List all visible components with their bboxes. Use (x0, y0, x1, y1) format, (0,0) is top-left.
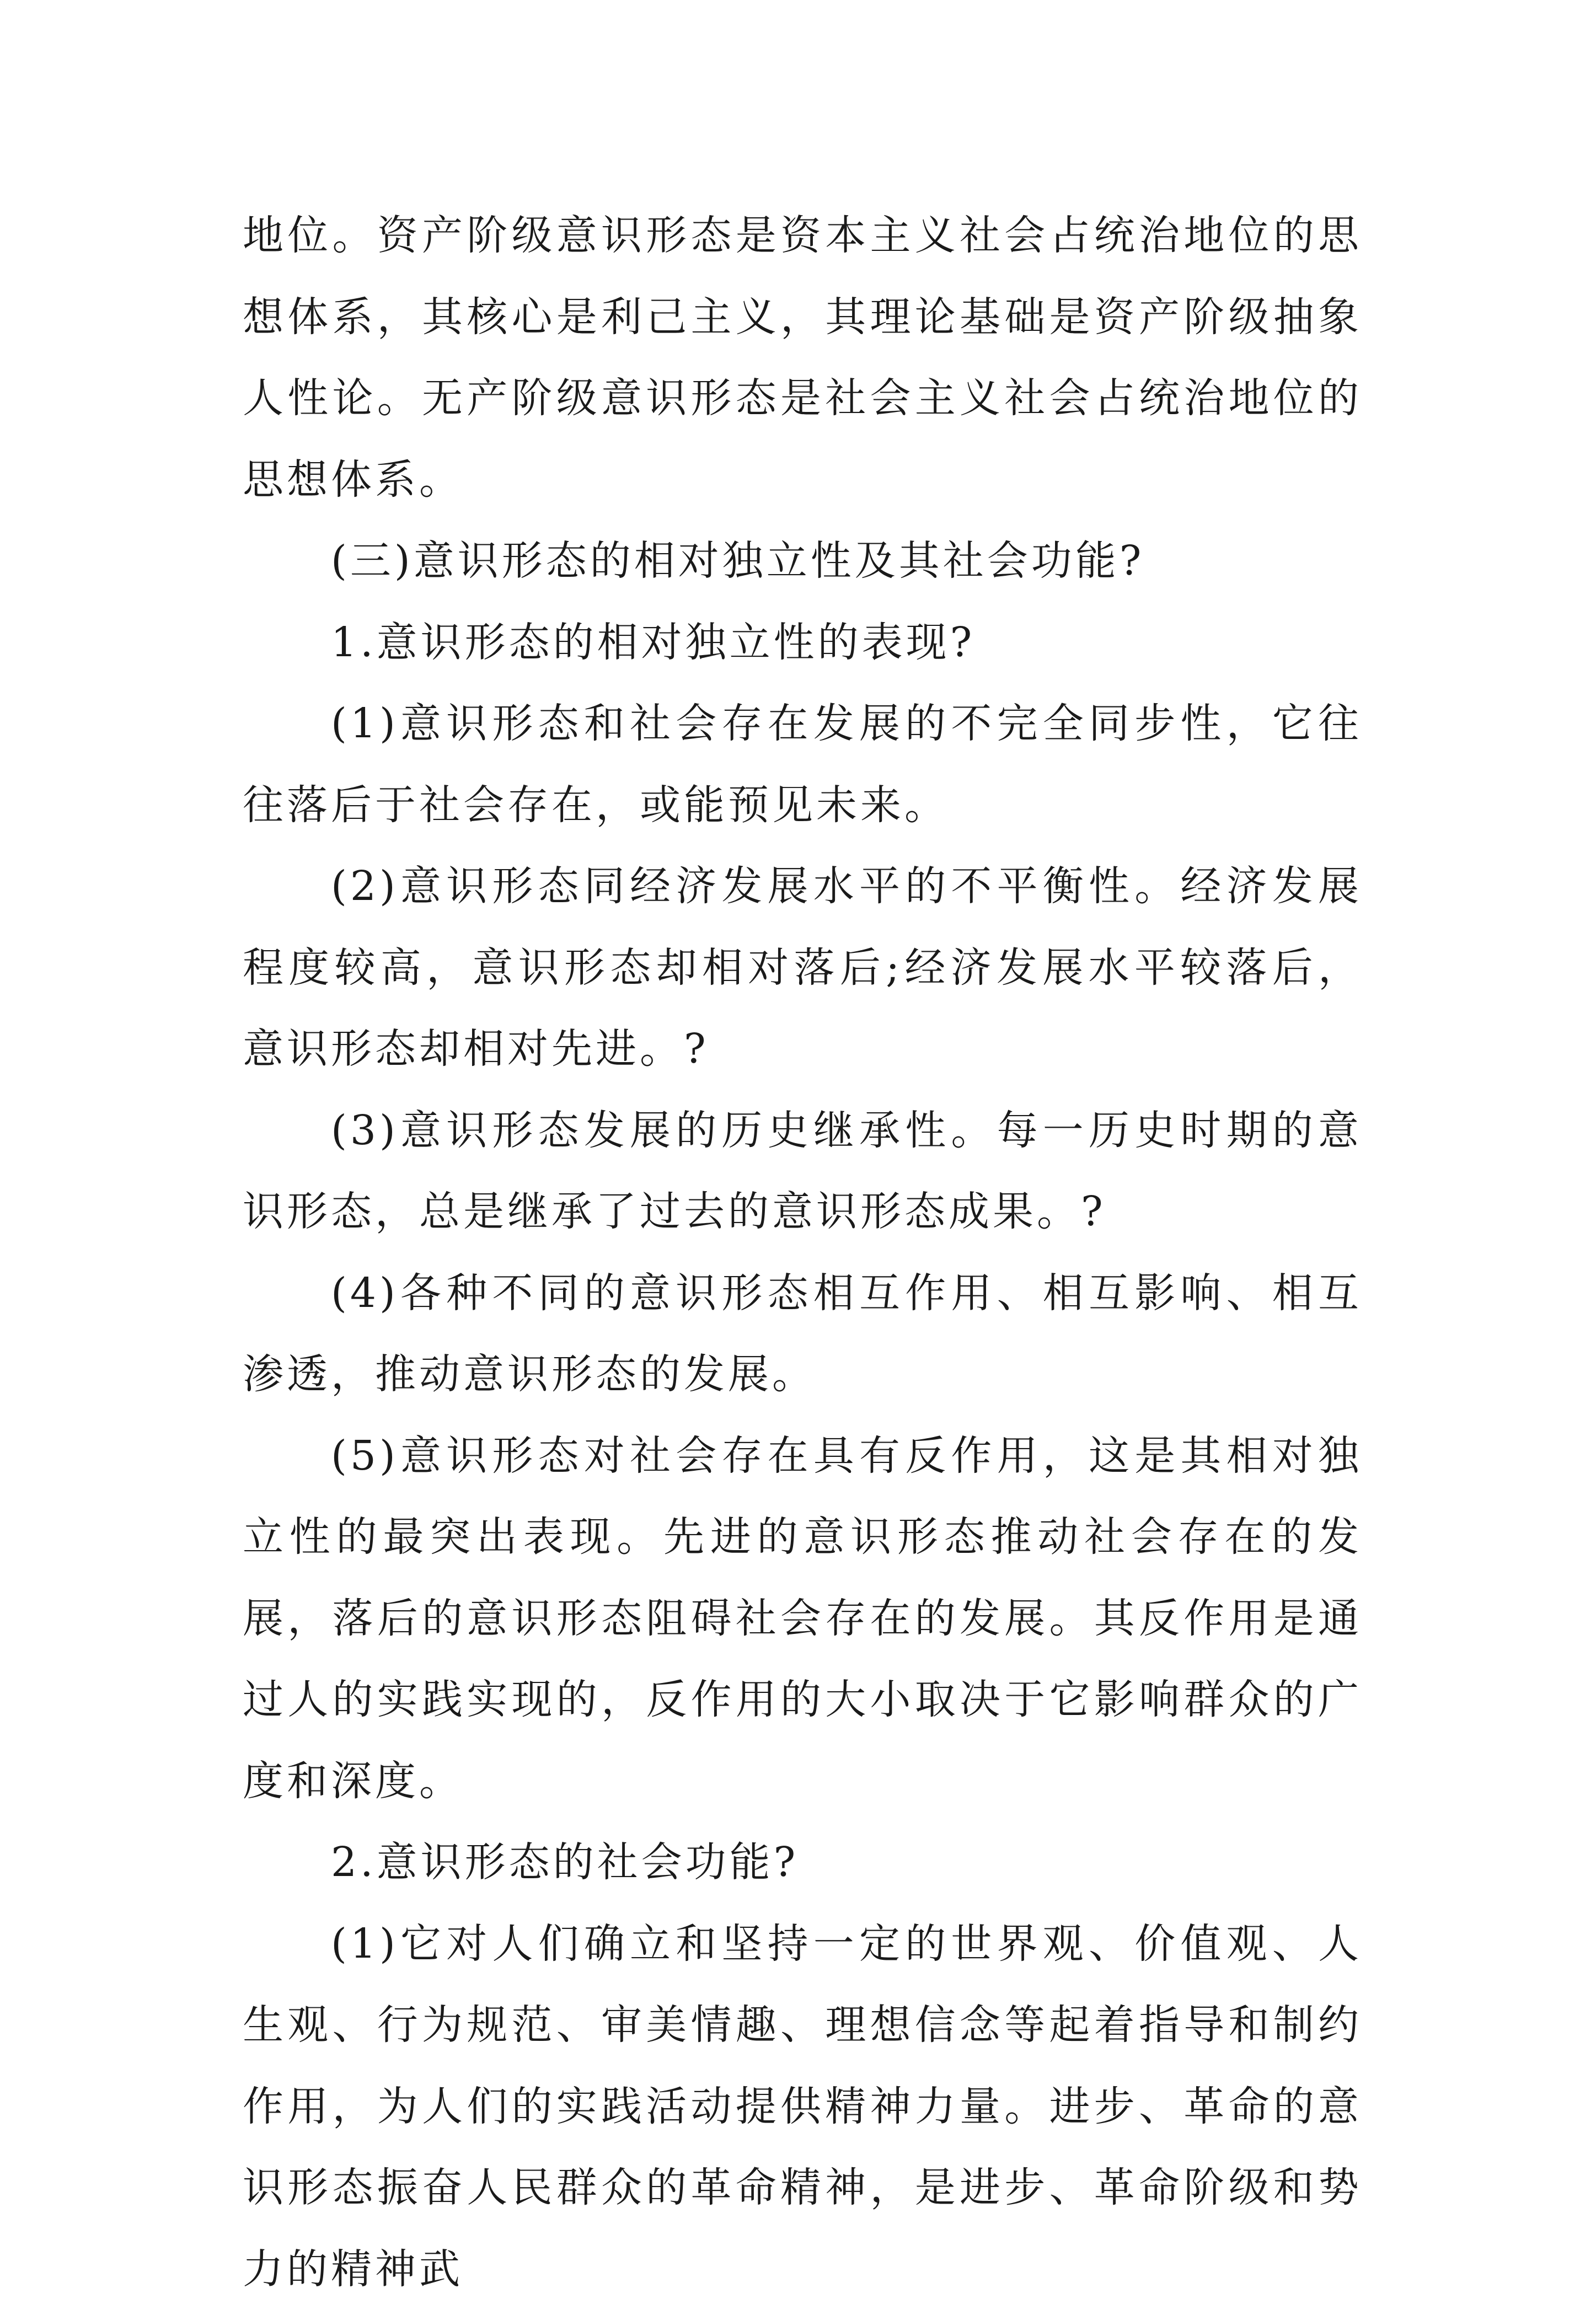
list-item-function-1: (1)它对人们确立和坚持一定的世界观、价值观、人生观、行为规范、审美情趣、理想信念等起着指导和制约作用，为人们的实践活动提供精神力量。进步、革命的意识形态振奋人民群众的革命精神，是进步、革命阶级和势力的精神武 (243, 1904, 1362, 2310)
paragraph-continued: 地位。资产阶级意识形态是资本主义社会占统治地位的思想体系，其核心是利己主义，其理论基础是资产阶级抽象人性论。无产阶级意识形态是社会主义社会占统治地位的思想体系。 (243, 195, 1362, 521)
subheading-1: 1.意识形态的相对独立性的表现? (243, 602, 1362, 684)
subheading-2: 2.意识形态的社会功能? (243, 1822, 1362, 1904)
list-item-3: (3)意识形态发展的历史继承性。每一历史时期的意识形态，总是继承了过去的意识形态成果。? (243, 1090, 1362, 1253)
list-item-2: (2)意识形态同经济发展水平的不平衡性。经济发展程度较高，意识形态却相对落后;经济发展水平较落后，意识形态却相对先进。? (243, 846, 1362, 1090)
list-item-1: (1)意识形态和社会存在发展的不完全同步性，它往往落后于社会存在，或能预见未来。 (243, 683, 1362, 846)
list-item-4: (4)各种不同的意识形态相互作用、相互影响、相互渗透，推动意识形态的发展。 (243, 1253, 1362, 1416)
section-heading-3: (三)意识形态的相对独立性及其社会功能? (243, 521, 1362, 602)
list-item-5: (5)意识形态对社会存在具有反作用，这是其相对独立性的最突出表现。先进的意识形态推动社会存在的发展，落后的意识形态阻碍社会存在的发展。其反作用是通过人的实践实现的，反作用的大小取决于它影响群众的广度和深度。 (243, 1416, 1362, 1823)
document-body (243, 195, 1362, 2310)
